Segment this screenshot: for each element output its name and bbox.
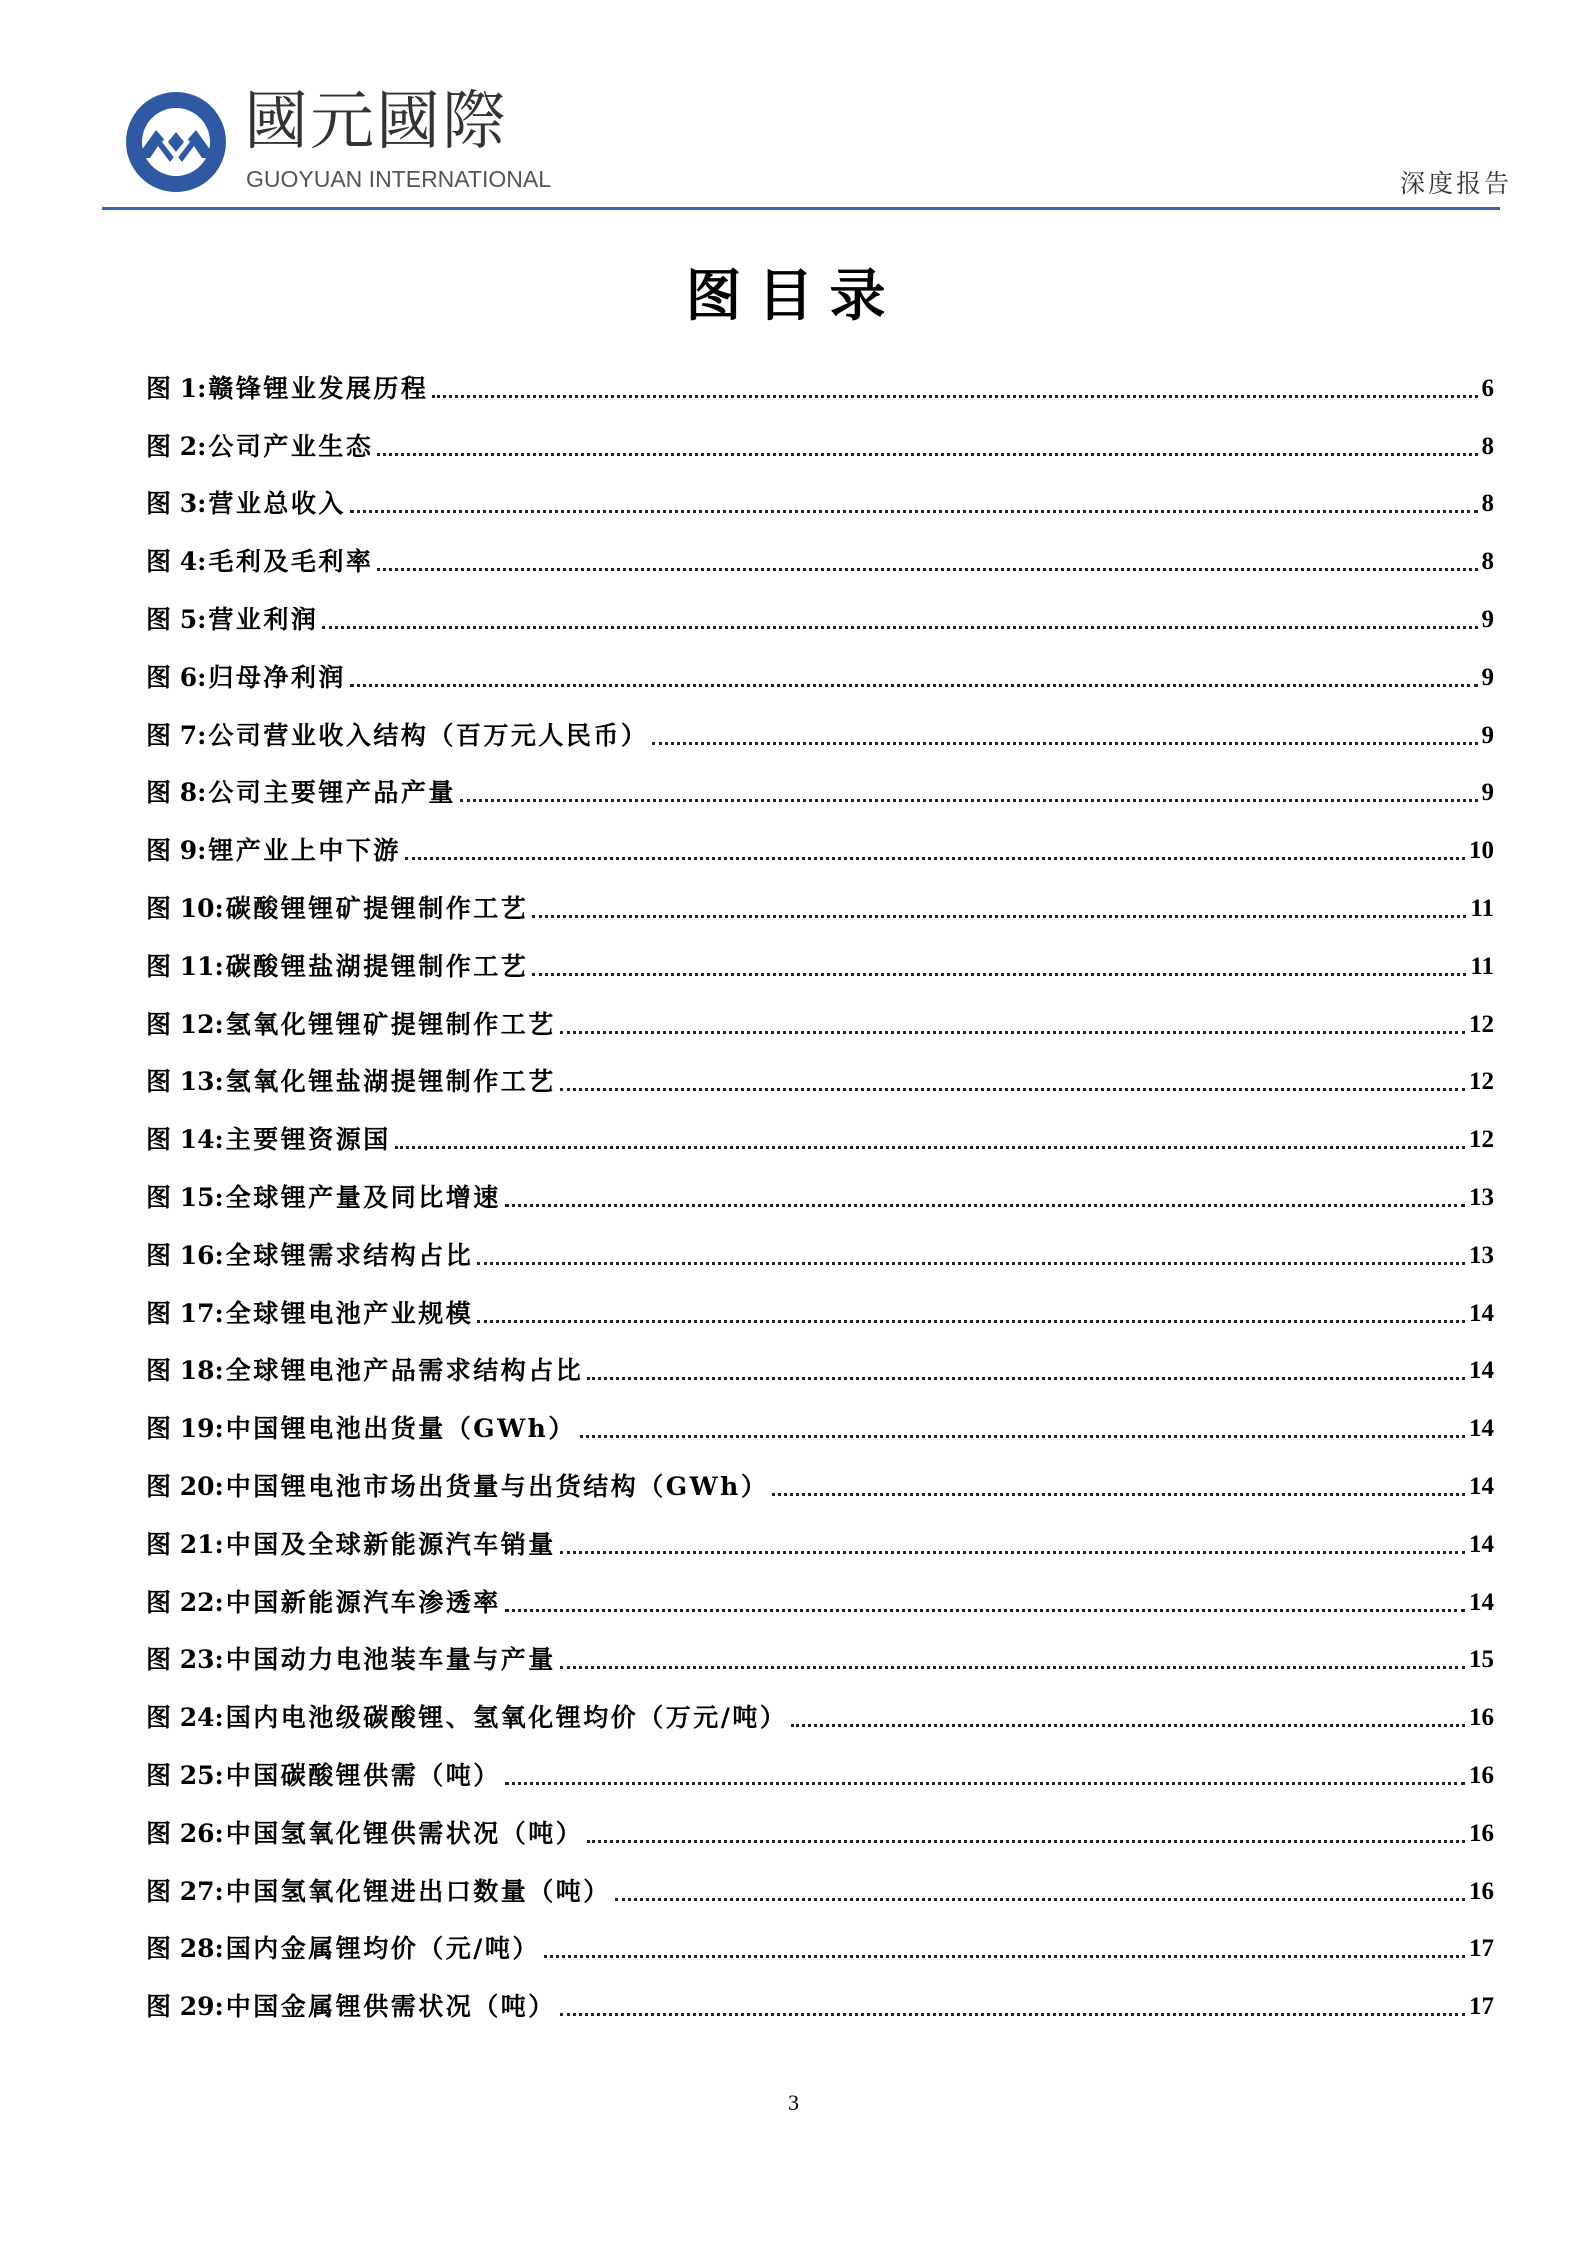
toc-entry-label: 图 7: bbox=[146, 720, 207, 750]
toc-entry-title: 中国氢氧化锂进出口数量（吨） bbox=[225, 1876, 611, 1906]
toc-entry-page: 6 bbox=[1481, 374, 1494, 402]
header-divider bbox=[102, 207, 1500, 210]
toc-entry-page: 14 bbox=[1469, 1472, 1494, 1500]
toc-entry-page: 12 bbox=[1469, 1010, 1494, 1038]
toc-entry-label: 图 22: bbox=[146, 1587, 224, 1617]
toc-entry-title: 中国新能源汽车渗透率 bbox=[225, 1587, 501, 1617]
toc-entry-label: 图 16: bbox=[146, 1240, 224, 1270]
figure-list bbox=[146, 349, 1494, 2025]
toc-entry[interactable] bbox=[146, 1332, 1494, 1390]
toc-entry[interactable] bbox=[146, 1852, 1494, 1910]
toc-entry[interactable] bbox=[146, 1794, 1494, 1852]
toc-entry-label: 图 18: bbox=[146, 1356, 224, 1386]
toc-entry-label: 图 27: bbox=[146, 1876, 224, 1906]
toc-entry[interactable] bbox=[146, 580, 1494, 638]
toc-entry[interactable] bbox=[146, 754, 1494, 812]
toc-entry-title: 公司主要锂产品产量 bbox=[208, 778, 456, 808]
toc-entry-label: 图 14: bbox=[146, 1125, 224, 1155]
toc-entry-page: 14 bbox=[1469, 1357, 1494, 1385]
toc-dot-leader bbox=[560, 1666, 1465, 1669]
toc-entry-label: 图 20: bbox=[146, 1471, 224, 1501]
toc-entry-page: 13 bbox=[1469, 1183, 1494, 1211]
toc-entry[interactable] bbox=[146, 1100, 1494, 1158]
toc-entry-label: 图 17: bbox=[146, 1298, 224, 1328]
toc-dot-leader bbox=[587, 1840, 1465, 1843]
toc-entry-title: 中国氢氧化锂供需状况（吨） bbox=[225, 1818, 584, 1848]
toc-dot-leader bbox=[505, 1782, 1465, 1785]
toc-entry-page: 9 bbox=[1481, 779, 1494, 807]
toc-entry[interactable] bbox=[146, 1563, 1494, 1621]
toc-entry[interactable] bbox=[146, 1967, 1494, 2025]
toc-entry[interactable] bbox=[146, 869, 1494, 927]
toc-entry-title: 全球锂电池产业规模 bbox=[225, 1298, 474, 1328]
toc-entry[interactable] bbox=[146, 811, 1494, 869]
toc-entry-title: 中国金属锂供需状况（吨） bbox=[225, 1992, 556, 2022]
toc-dot-leader bbox=[377, 568, 1477, 571]
toc-entry-title: 公司产业生态 bbox=[208, 431, 374, 461]
toc-entry-label: 图 10: bbox=[146, 893, 224, 923]
toc-entry[interactable] bbox=[146, 407, 1494, 465]
toc-entry-label: 图 8: bbox=[146, 778, 207, 808]
toc-dot-leader bbox=[395, 1146, 1465, 1149]
toc-entry-label: 图 11: bbox=[146, 951, 224, 981]
toc-entry-label: 图 2: bbox=[146, 431, 207, 461]
toc-entry-title: 国内电池级碳酸锂、氢氧化锂均价（万元/吨） bbox=[225, 1703, 788, 1733]
toc-entry-page: 9 bbox=[1481, 605, 1494, 633]
toc-entry[interactable] bbox=[146, 1043, 1494, 1101]
toc-entry-title: 营业总收入 bbox=[208, 489, 346, 519]
toc-entry-page: 12 bbox=[1469, 1126, 1494, 1154]
toc-dot-leader bbox=[652, 742, 1477, 745]
toc-entry[interactable] bbox=[146, 1216, 1494, 1274]
toc-entry[interactable] bbox=[146, 1505, 1494, 1563]
toc-dot-leader bbox=[560, 1031, 1465, 1034]
company-logo bbox=[122, 85, 551, 198]
toc-entry-page: 8 bbox=[1481, 490, 1494, 518]
toc-entry[interactable] bbox=[146, 465, 1494, 523]
toc-entry-title: 全球锂电池产品需求结构占比 bbox=[225, 1356, 584, 1386]
toc-entry[interactable] bbox=[146, 522, 1494, 580]
toc-entry[interactable] bbox=[146, 1678, 1494, 1736]
toc-dot-leader bbox=[580, 1435, 1465, 1438]
toc-entry-title: 全球锂需求结构占比 bbox=[225, 1240, 474, 1270]
toc-entry-label: 图 3: bbox=[146, 489, 207, 519]
toc-dot-leader bbox=[560, 1088, 1465, 1091]
toc-entry[interactable] bbox=[146, 1158, 1494, 1216]
toc-entry-title: 公司营业收入结构（百万元人民币） bbox=[208, 720, 649, 750]
toc-entry-title: 中国及全球新能源汽车销量 bbox=[225, 1529, 556, 1559]
toc-entry-label: 图 21: bbox=[146, 1529, 224, 1559]
toc-entry[interactable] bbox=[146, 985, 1494, 1043]
toc-entry-label: 图 5: bbox=[146, 604, 207, 634]
toc-dot-leader bbox=[322, 626, 1477, 629]
toc-dot-leader bbox=[560, 1551, 1465, 1554]
toc-entry-label: 图 12: bbox=[146, 1009, 224, 1039]
toc-entry-title: 全球锂产量及同比增速 bbox=[225, 1182, 501, 1212]
toc-dot-leader bbox=[772, 1493, 1465, 1496]
toc-entry-page: 17 bbox=[1469, 1993, 1494, 2021]
toc-dot-leader bbox=[405, 857, 1465, 860]
toc-entry-title: 中国动力电池装车量与产量 bbox=[225, 1645, 556, 1675]
toc-dot-leader bbox=[505, 1204, 1465, 1207]
toc-dot-leader bbox=[350, 684, 1478, 687]
toc-entry-title: 归母净利润 bbox=[208, 662, 346, 692]
toc-entry-title: 毛利及毛利率 bbox=[208, 547, 374, 577]
toc-dot-leader bbox=[532, 973, 1466, 976]
toc-entry-page: 10 bbox=[1469, 837, 1494, 865]
logo-chinese-name: 國元國際 bbox=[244, 85, 508, 159]
toc-entry-page: 15 bbox=[1469, 1646, 1494, 1674]
toc-entry-label: 图 29: bbox=[146, 1992, 224, 2022]
toc-entry-page: 17 bbox=[1469, 1935, 1494, 1963]
toc-entry-page: 16 bbox=[1469, 1704, 1494, 1732]
toc-entry-title: 中国碳酸锂供需（吨） bbox=[225, 1760, 501, 1790]
toc-entry[interactable] bbox=[146, 1736, 1494, 1794]
toc-entry[interactable] bbox=[146, 1447, 1494, 1505]
toc-entry-label: 图 25: bbox=[146, 1760, 224, 1790]
toc-entry-title: 国内金属锂均价（元/吨） bbox=[225, 1934, 540, 1964]
toc-dot-leader bbox=[460, 799, 1478, 802]
toc-entry-page: 9 bbox=[1481, 663, 1494, 691]
toc-dot-leader bbox=[477, 1262, 1465, 1265]
toc-entry-label: 图 19: bbox=[146, 1414, 224, 1444]
toc-dot-leader bbox=[505, 1609, 1465, 1612]
toc-entry-page: 11 bbox=[1470, 894, 1494, 922]
toc-entry-page: 8 bbox=[1481, 432, 1494, 460]
toc-entry-label: 图 24: bbox=[146, 1703, 224, 1733]
toc-entry-page: 14 bbox=[1469, 1299, 1494, 1327]
toc-dot-leader bbox=[587, 1377, 1465, 1380]
guoyuan-logo-icon bbox=[122, 88, 230, 196]
toc-entry-page: 9 bbox=[1481, 721, 1494, 749]
toc-entry-page: 8 bbox=[1481, 548, 1494, 576]
toc-entry-title: 中国锂电池市场出货量与出货结构（GWh） bbox=[225, 1471, 769, 1501]
toc-dot-leader bbox=[544, 1955, 1465, 1958]
toc-entry-page: 16 bbox=[1469, 1761, 1494, 1789]
logo-english-name: GUOYUAN INTERNATIONAL bbox=[246, 166, 551, 192]
page-title: 图目录 bbox=[685, 264, 902, 329]
toc-entry-page: 14 bbox=[1469, 1415, 1494, 1443]
toc-entry-title: 锂产业上中下游 bbox=[208, 836, 401, 866]
toc-entry-title: 氢氧化锂锂矿提锂制作工艺 bbox=[225, 1009, 556, 1039]
toc-entry-page: 13 bbox=[1469, 1241, 1494, 1269]
toc-entry[interactable] bbox=[146, 1274, 1494, 1332]
toc-entry-label: 图 4: bbox=[146, 547, 207, 577]
toc-entry-page: 16 bbox=[1469, 1877, 1494, 1905]
toc-entry[interactable] bbox=[146, 638, 1494, 696]
toc-entry-label: 图 26: bbox=[146, 1818, 224, 1848]
toc-entry[interactable] bbox=[146, 927, 1494, 985]
toc-entry-title: 中国锂电池出货量（GWh） bbox=[225, 1414, 576, 1444]
report-type-label: 深度报告 bbox=[1399, 169, 1512, 198]
toc-entry[interactable] bbox=[146, 349, 1494, 407]
toc-entry-title: 氢氧化锂盐湖提锂制作工艺 bbox=[225, 1067, 556, 1097]
toc-entry-page: 16 bbox=[1469, 1819, 1494, 1847]
toc-entry-label: 图 28: bbox=[146, 1934, 224, 1964]
toc-entry-label: 图 6: bbox=[146, 662, 207, 692]
toc-dot-leader bbox=[532, 915, 1466, 918]
toc-entry-title: 主要锂资源国 bbox=[225, 1125, 391, 1155]
toc-entry[interactable] bbox=[146, 1389, 1494, 1447]
toc-entry-label: 图 1: bbox=[146, 373, 207, 403]
toc-entry-title: 碳酸锂盐湖提锂制作工艺 bbox=[225, 951, 529, 981]
toc-entry[interactable] bbox=[146, 1621, 1494, 1679]
toc-entry[interactable] bbox=[146, 1910, 1494, 1968]
toc-entry-label: 图 23: bbox=[146, 1645, 224, 1675]
toc-entry-label: 图 9: bbox=[146, 836, 207, 866]
toc-entry-page: 12 bbox=[1469, 1068, 1494, 1096]
toc-dot-leader bbox=[615, 1898, 1465, 1901]
toc-dot-leader bbox=[560, 2013, 1465, 2016]
toc-entry-title: 赣锋锂业发展历程 bbox=[208, 373, 429, 403]
toc-entry-title: 碳酸锂锂矿提锂制作工艺 bbox=[225, 893, 529, 923]
toc-entry-page: 14 bbox=[1469, 1588, 1494, 1616]
toc-entry-page: 11 bbox=[1470, 952, 1494, 980]
page-number: 3 bbox=[788, 2090, 799, 2115]
toc-dot-leader bbox=[477, 1320, 1465, 1323]
toc-entry-page: 14 bbox=[1469, 1530, 1494, 1558]
toc-entry-title: 营业利润 bbox=[208, 604, 319, 634]
toc-dot-leader bbox=[350, 510, 1478, 513]
toc-entry[interactable] bbox=[146, 696, 1494, 754]
toc-dot-leader bbox=[432, 395, 1477, 398]
toc-entry-label: 图 13: bbox=[146, 1067, 224, 1097]
toc-entry-label: 图 15: bbox=[146, 1182, 224, 1212]
toc-dot-leader bbox=[377, 453, 1477, 456]
toc-dot-leader bbox=[791, 1724, 1465, 1727]
